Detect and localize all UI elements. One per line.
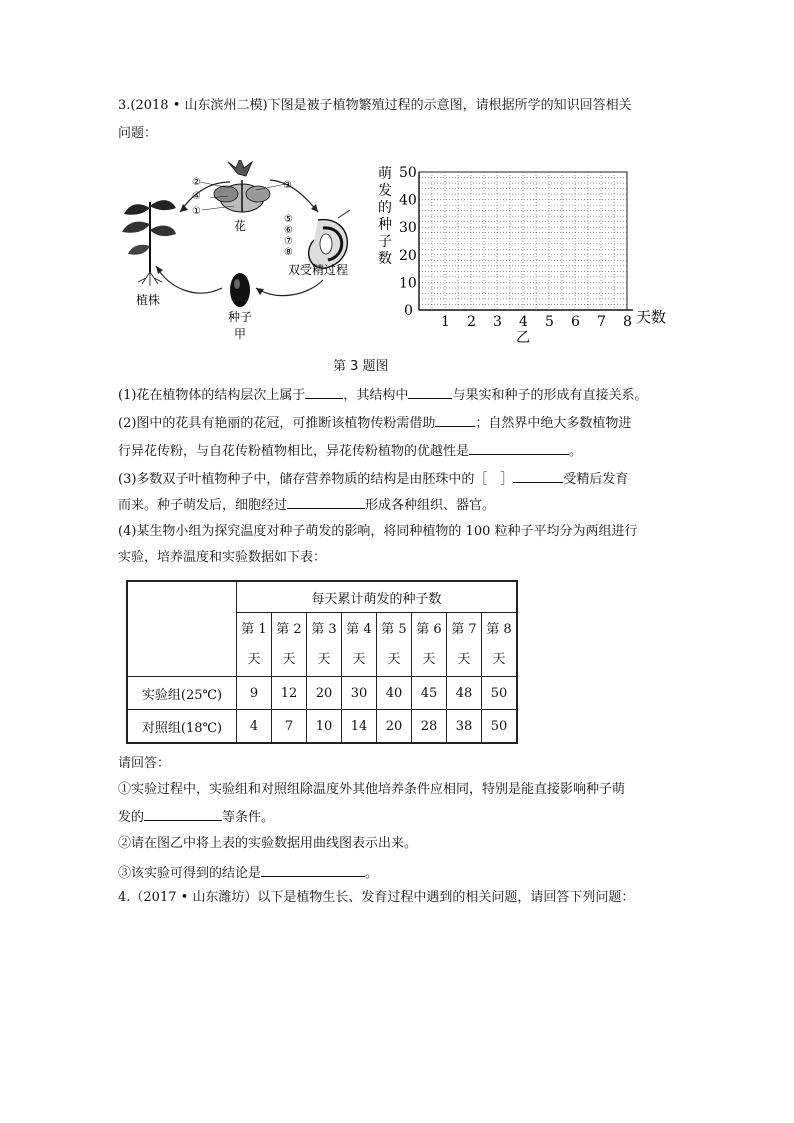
figure-caption: 第 3 题图: [333, 359, 389, 374]
germination-table: [126, 580, 518, 744]
label-jia: 甲: [234, 327, 247, 341]
q3-sub4-line2: 实验，培养温度和实验数据如下表：: [118, 550, 327, 565]
q3-intro-line2: 问题：: [118, 126, 158, 141]
x-tick-label: 2: [467, 314, 476, 330]
table-cell: 20: [377, 710, 412, 744]
label-n2: ②: [192, 177, 201, 188]
graph-yi: [374, 158, 674, 348]
answer-blank[interactable]: [435, 412, 475, 427]
q4-intro: 4.（2017 • 山东潍坊）以下是植物生长、发育过程中遇到的相关问题，请回答下列问题：: [118, 890, 635, 905]
label-seed: 种子: [228, 310, 253, 324]
x-tick-label: 4: [519, 314, 528, 330]
y-label-char: 的: [378, 200, 392, 216]
answer-blank[interactable]: [408, 384, 452, 399]
answer-blank[interactable]: [305, 384, 343, 399]
y-tick-label: 40: [399, 192, 417, 209]
q3-intro-line1: 3.(2018 • 山东滨州二模)下图是被子植物繁殖过程的示意图，请根据所学的知识回答相关: [118, 98, 632, 113]
please-answer: 请回答：: [118, 756, 171, 771]
graph-grid: [419, 172, 633, 310]
x-tick-label: 6: [571, 314, 580, 330]
y-tick-label: 20: [399, 247, 417, 264]
table-header: 每天累计萌发的种子数: [237, 581, 518, 613]
q3-ans3: ③该实验可得到的结论是 。: [118, 862, 378, 884]
y-tick-0: 0: [404, 303, 413, 319]
x-axis-label: 天数: [636, 308, 667, 326]
label-n1: ①: [192, 206, 201, 217]
table-cell: 50: [482, 710, 518, 744]
answer-blank[interactable]: [144, 806, 222, 821]
label-plant: 植株: [136, 293, 161, 307]
table-row: [127, 710, 517, 744]
answer-blank[interactable]: [513, 468, 563, 483]
x-tick-label: 5: [545, 314, 554, 330]
table-cell: 38: [447, 710, 482, 744]
day-header: 第 5 天: [377, 613, 412, 677]
answer-blank[interactable]: [469, 440, 569, 455]
label-flower: 花: [234, 219, 247, 233]
day-header: 第 1 天: [237, 613, 272, 677]
row-label: 对照组(18℃): [127, 710, 237, 744]
label-n4: ④: [192, 191, 201, 202]
graph-name: 乙: [516, 330, 530, 346]
y-label-char: 子: [378, 234, 392, 250]
table-cell: 48: [447, 677, 482, 710]
label-double-fertilization: 双受精过程: [288, 263, 349, 277]
day-header: 第 6 天: [412, 613, 447, 677]
y-axis-label: [378, 165, 392, 267]
plant-drawing: [122, 200, 176, 286]
q3-sub2-line2: 行异花传粉，与自花传粉植物相比，异花传粉植物的优越性是 。: [118, 440, 582, 462]
x-tick-label: 7: [597, 314, 606, 330]
q3-ans1-line1: ①实验过程中，实验组和对照组除温度外其他培养条件应相同，特别是能直接影响种子萌: [118, 782, 626, 797]
label-n8: ⑧: [284, 247, 293, 258]
table-cell: 4: [237, 710, 272, 744]
y-label-char: 发: [378, 183, 392, 199]
table-cell: 12: [272, 677, 307, 710]
label-n6: ⑥: [284, 225, 293, 236]
y-label-char: 数: [378, 251, 392, 267]
day-header: 第 7 天: [447, 613, 482, 677]
day-header: 第 4 天: [342, 613, 377, 677]
table-cell: 45: [412, 677, 447, 710]
label-n7: ⑦: [284, 236, 293, 247]
q3-sub1: (1)花在植物体的结构层次上属于 ，其结构中 与果实和种子的形成有直接关系。: [118, 384, 647, 406]
table-cell: 14: [342, 710, 377, 744]
seed-drawing: [230, 273, 250, 307]
y-tick-label: 10: [399, 275, 417, 292]
answer-blank[interactable]: [261, 862, 365, 877]
table-cell: 9: [237, 677, 272, 710]
table-corner: [127, 581, 237, 677]
q3-ans2: ②请在图乙中将上表的实验数据用曲线图表示出来。: [118, 836, 418, 851]
q3-ans1-line2: 发的 等条件。: [118, 806, 274, 828]
day-header: 第 8 天: [482, 613, 518, 677]
table-cell: 40: [377, 677, 412, 710]
y-tick-label: 50: [399, 165, 417, 181]
table-cell: 20: [307, 677, 342, 710]
label-n3: ③: [283, 180, 292, 191]
x-tick-label: 3: [493, 314, 502, 330]
double-fertilization-drawing: [309, 210, 350, 268]
table-cell: 50: [482, 677, 518, 710]
row-label: 实验组(25℃): [127, 677, 237, 710]
y-tick-label: 30: [399, 220, 417, 237]
reproduction-cycle-figure: [118, 160, 368, 350]
y-label-char: 萌: [378, 166, 392, 182]
y-label-char: 种: [378, 217, 392, 233]
table-cell: 10: [307, 710, 342, 744]
table-cell: 7: [272, 710, 307, 744]
q3-sub3-line1: (3)多数双子叶植物种子中，储存营养物质的结构是由胚珠中的［ ］ 受精后发育: [118, 468, 628, 490]
table-cell: 30: [342, 677, 377, 710]
q3-sub2-line1: (2)图中的花具有艳丽的花冠，可推断该植物传粉需借助 ；自然界中绝大多数植物进: [118, 412, 631, 434]
label-n5: ⑤: [284, 214, 293, 225]
day-header: 第 2 天: [272, 613, 307, 677]
x-tick-label: 8: [623, 314, 632, 330]
q3-sub4-line1: (4)某生物小组为探究温度对种子萌发的影响，将同种植物的 100 粒种子平均分为两组进行: [118, 524, 638, 539]
table-row: [127, 677, 517, 710]
answer-blank[interactable]: [287, 494, 365, 509]
day-header: 第 3 天: [307, 613, 342, 677]
table-cell: 28: [412, 710, 447, 744]
q3-sub3-line2: 而来。种子萌发后，细胞经过 形成各种组织、器官。: [118, 494, 495, 516]
flower-drawing: [200, 160, 286, 212]
x-tick-label: 1: [441, 314, 450, 330]
